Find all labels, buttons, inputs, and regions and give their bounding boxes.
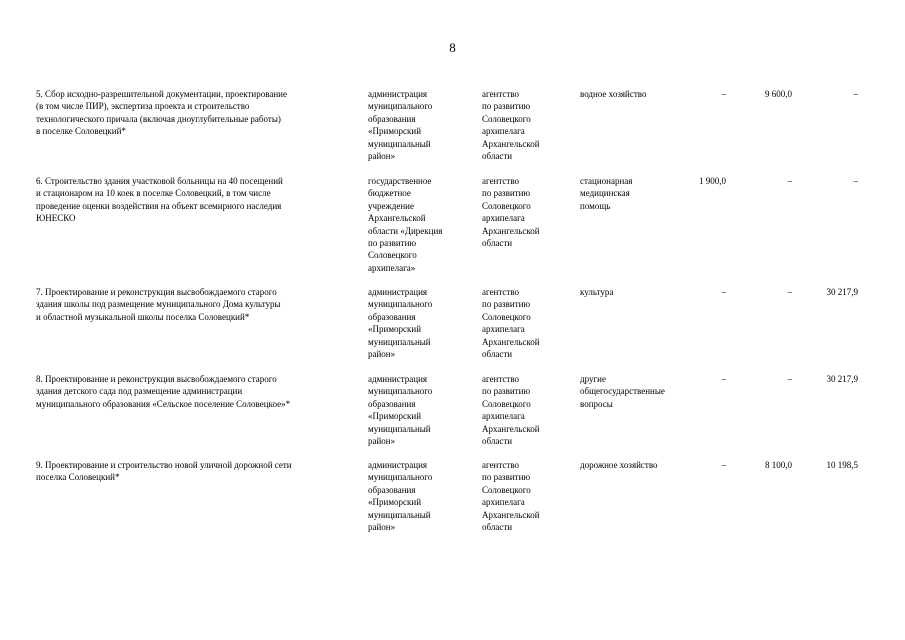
agency-cell: агентство по развитию Соловецкого архипелага Архангельской области xyxy=(482,176,540,249)
value-col-2: – xyxy=(787,176,792,186)
value-col-3: 30 217,9 xyxy=(826,287,858,297)
agency-cell: агентство по развитию Соловецкого архипелага Архангельской области xyxy=(482,460,540,533)
responsible-executor: администрация муниципального образования «Приморский муниципальный район» xyxy=(368,460,433,533)
measure-name: 6. Строительство здания участковой больницы на 40 посещений и стационаром на 10 коек в поселке Соловецкий, в том числе проведение оценки воздействия на объект всемирного наследия ЮНЕСКО xyxy=(36,176,283,224)
value-col-1: – xyxy=(721,89,726,99)
sector-cell: другие общегосударственные вопросы xyxy=(580,374,665,409)
sector-cell: культура xyxy=(580,287,614,297)
value-col-3: 10 198,5 xyxy=(826,460,858,470)
sector-cell: стационарная медицинская помощь xyxy=(580,176,633,211)
value-col-1: – xyxy=(721,374,726,384)
measure-name: 9. Проектирование и строительство новой уличной дорожной сети поселка Соловецкий* xyxy=(36,460,292,483)
measure-name: 5. Сбор исходно-разрешительной документации, проектирование (в том числе ПИР), экспертиза проекта и строительство технологического причала (включая дноуглубительные работы) в поселке Соловецкий* xyxy=(36,89,287,137)
value-col-3: 30 217,9 xyxy=(826,374,858,384)
agency-cell: агентство по развитию Соловецкого архипелага Архангельской области xyxy=(482,374,540,447)
sector-cell: водное хозяйство xyxy=(580,89,647,99)
value-col-3: – xyxy=(853,176,858,186)
value-col-1: – xyxy=(721,460,726,470)
agency-cell: агентство по развитию Соловецкого архипелага Архангельской области xyxy=(482,89,540,162)
value-col-2: 8 100,0 xyxy=(765,460,792,470)
value-col-3: – xyxy=(853,89,858,99)
page-number: 8 xyxy=(449,40,456,55)
value-col-2: – xyxy=(787,374,792,384)
measure-name: 8. Проектирование и реконструкция высвобождаемого старого здания детского сада под размещение администрации муниципального образования «Сельское поселение Соловецкое»* xyxy=(36,374,291,409)
responsible-executor: государственное бюджетное учреждение Архангельской области «Дирекция по развитию Соловецкого архипелага» xyxy=(368,176,443,273)
agency-cell: агентство по развитию Соловецкого архипелага Архангельской области xyxy=(482,287,540,360)
sector-cell: дорожное хозяйство xyxy=(580,460,658,470)
measure-name: 7. Проектирование и реконструкция высвобождаемого старого здания школы под размещение муниципального Дома культуры и областной музыкальной школы поселка Соловецкий* xyxy=(36,287,281,322)
value-col-2: – xyxy=(787,287,792,297)
responsible-executor: администрация муниципального образования «Приморский муниципальный район» xyxy=(368,89,433,162)
value-col-1: – xyxy=(721,287,726,297)
value-col-1: 1 900,0 xyxy=(699,176,726,186)
responsible-executor: администрация муниципального образования «Приморский муниципальный район» xyxy=(368,374,433,447)
value-col-2: 9 600,0 xyxy=(765,89,792,99)
responsible-executor: администрация муниципального образования «Приморский муниципальный район» xyxy=(368,287,433,360)
